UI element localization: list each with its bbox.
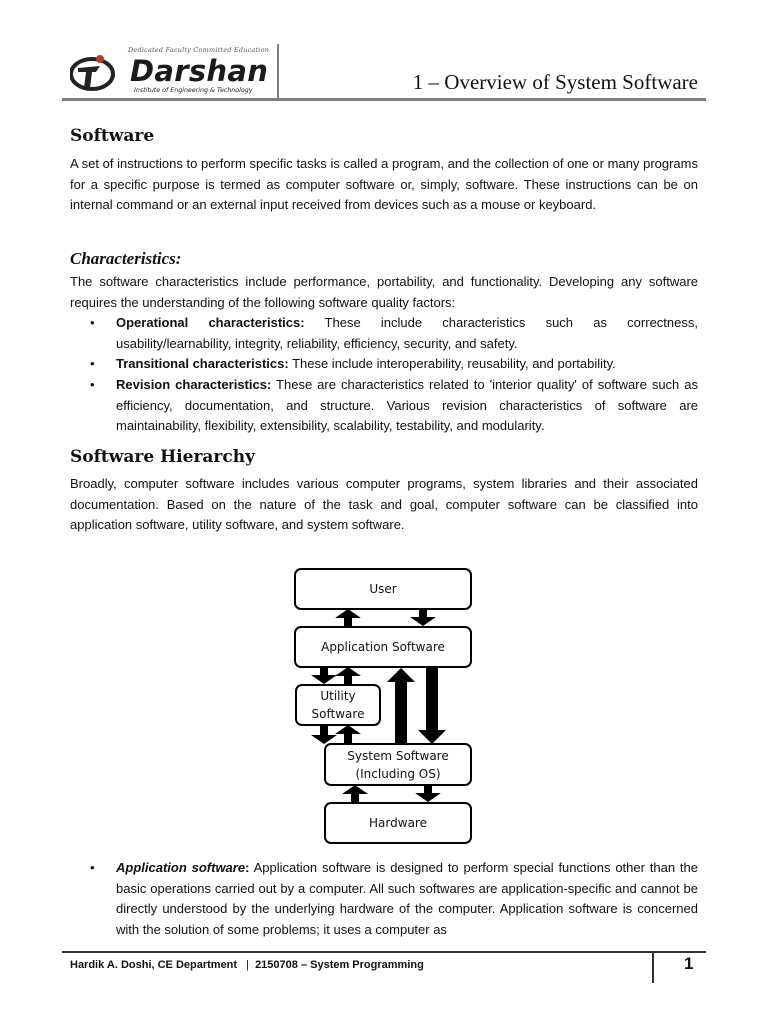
logo-name: Darshan: [130, 54, 269, 88]
section-heading-hierarchy: Software Hierarchy: [70, 447, 255, 467]
arrow-up-icon: [387, 668, 415, 744]
chapter-title: 1 – Overview of System Software: [412, 70, 698, 94]
bullet-text: Application software is designed to perform special functions other than the basic operations carried out by a computer. All such softwares are application-specific and cannot be directly understood by the underlying hardware of the computer. Application software is concerned with the solution of some problems; it uses a computer as: [116, 860, 699, 937]
footer-divider: |: [246, 959, 249, 971]
bullet-icon: •: [90, 860, 95, 875]
bullet-title: Application software: [116, 860, 246, 875]
bullet-icon: •: [90, 356, 95, 371]
diagram-box-user: [294, 568, 472, 610]
diagram-box-application: [294, 626, 472, 668]
footer-separator: [652, 953, 654, 983]
bullet-separator: :: [245, 860, 250, 875]
diagram-label-utility-2: Software: [311, 707, 365, 721]
diagram-label-hardware: Hardware: [369, 816, 427, 830]
arrow-down-icon: [311, 667, 337, 684]
diagram-label-utility-1: Utility: [320, 689, 356, 703]
page-number: 1: [684, 954, 694, 973]
diagram-label-application: Application Software: [321, 640, 445, 654]
footer-info: [70, 959, 424, 971]
bullet-title: Revision characteristics:: [116, 377, 272, 392]
bullet-icon: •: [90, 377, 95, 392]
arrow-up-icon: [335, 667, 361, 684]
footer-author: Hardik A. Doshi, CE Department: [70, 959, 238, 971]
arrow-down-icon: [415, 785, 441, 802]
bullet-text: These are characteristics related to 'interior quality' of software such as efficiency, documentation, and structure. Various revision characteristics of software are maintainability, flexibility, extensibility, scalability, testability, and modularity.: [116, 377, 699, 434]
arrow-up-icon: [335, 725, 361, 744]
arrow-up-icon: [342, 785, 368, 802]
diagram-box-system: [324, 743, 472, 786]
hierarchy-paragraph: Broadly, computer software includes various computer programs, system libraries and their associated documentation. Based on the nature of the task and goal, computer software can be classified into application software, utility software, and system software.: [70, 476, 698, 533]
bullet-title: Transitional characteristics:: [116, 356, 289, 371]
logo-tagline: Dedicated Faculty Committed Education: [128, 46, 270, 54]
arrow-up-icon: [335, 609, 361, 626]
logo-subtitle: Institute of Engineering & Technology: [134, 87, 253, 94]
software-paragraph: A set of instructions to perform specific tasks is called a program, and the collection of one or many programs for a specific purpose is termed as computer software or, simply, software. These instructions can be on internal command or an external input received from devices such as a mouse or keyboard.: [70, 156, 698, 213]
bullet-title: Operational characteristics:: [116, 315, 305, 330]
arrow-down-icon: [418, 668, 446, 744]
section-heading-characteristics: Characteristics:: [70, 249, 182, 268]
diagram-box-utility: [295, 684, 381, 726]
characteristics-intro: The software characteristics include performance, portability, and functionality. Developing any software requires the understanding of the following software quality factors:: [70, 274, 698, 310]
bullet-icon: •: [90, 315, 95, 330]
footer-course: 2150708 – System Programming: [255, 959, 424, 971]
arrow-down-icon: [410, 609, 436, 626]
section-heading-software: Software: [70, 126, 155, 146]
diagram-box-hardware: [324, 802, 472, 844]
diagram-label-system-1: System Software: [347, 748, 449, 763]
footer-rule: [62, 951, 706, 953]
bullet-text: These include characteristics such as correctness, usability/learnability, integrity, reliability, efficiency, security, and safety.: [116, 315, 698, 351]
bullet-application-software: [116, 858, 698, 940]
diagram-label-user: User: [369, 582, 397, 596]
arrow-down-icon: [311, 725, 337, 744]
diagram-label-system-2: (Including OS): [355, 766, 441, 781]
bullet-text: These include interoperability, reusability, and portability.: [288, 356, 616, 371]
